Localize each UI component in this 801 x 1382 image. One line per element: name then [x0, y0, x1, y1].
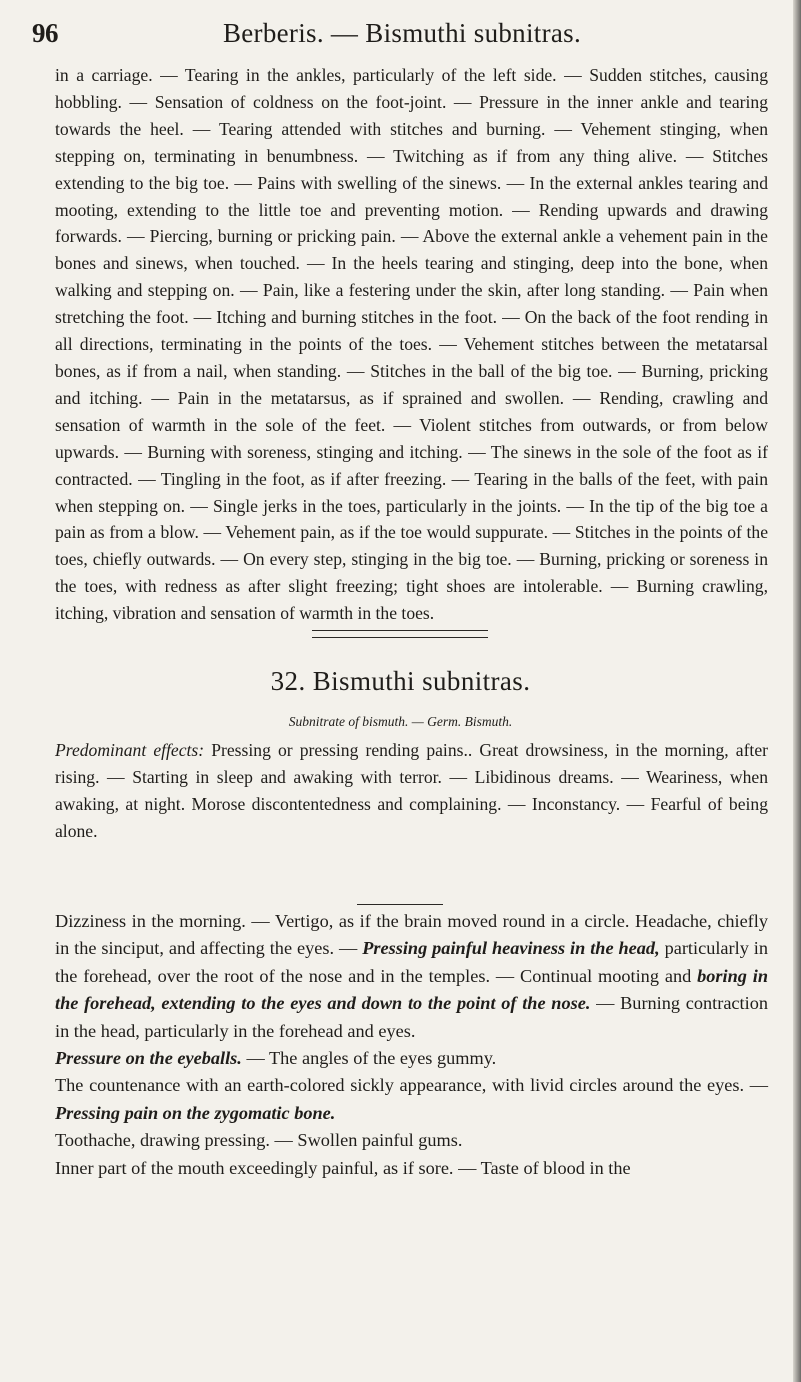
eyes-text: — The angles of the eyes gummy. [241, 1048, 497, 1069]
eyes-paragraph [55, 1045, 768, 1072]
section-divider [312, 630, 488, 638]
berberis-continued-paragraph: in a carriage. — Tearing in the ankles, particularly of the left side. — Sudden stitches, causing hobbling. — Sensation of coldness on the foot-joint. — Pressure in the inner ankle and tearing towards the heel. — Tearing attended with stitches and burning. — Vehement stinging, when stepping on, terminating in benumbness. — Twitching as if from any thing alive. — Stitches extending to the big toe. — Pains with swelling of the sinews. — In the external ankles tearing and mooting, extending to the little toe and preventing motion. — Rending upwards and drawing forwards. — Piercing, burning or pricking pain. — Above the external ankle a vehement pain in the bones and sinews, when touched. — In the heels tearing and stinging, deep into the bone, when walking and stepping on. — Pain, like a festering under the skin, after long standing. — Pain when stretching the foot. — Itching and burning stitches in the foot. — On the back of the foot rending in all directions, terminating in the points of the toes. — Vehement stitches between the metatarsal bones, as if from a nail, when standing. — Stitches in the ball of the big toe. — Burning, pricking and itching. — Pain in the metatarsus, as if sprained and swollen. — Rending, crawling and sensation of warmth in the sole of the feet. — Violent stitches from outwards, or from below upwards. — Burning with soreness, stinging and itching. — The sinews in the sole of the foot as if contracted. — Tingling in the foot, as if after freezing. — Tearing in the balls of the feet, with pain when stepping on. — Single jerks in the toes, particularly in the joints. — In the tip of the big toe a pain as from a blow. — Vehement pain, as if the toe would suppurate. — Stitches in the points of the toes, chiefly outwards. — On every step, stinging in the big toe. — Burning, pricking or soreness in the toes, with redness as after slight freezing; tight shoes are intolerable. — Burning crawling, itching, vibration and sensation of warmth in the toes. [55, 65, 768, 624]
predominant-effects-text: Pressing or pressing rending pains.. Great drowsiness, in the morning, after rising. — Starting in sleep and awaking with terror. — Libidinous dreams. — Weariness, when awaking, at night. Morose discontentedness and complaining. — Inconstancy. — Fearful of being alone. [55, 740, 768, 841]
page-number: 96 [32, 18, 58, 48]
face-paragraph [55, 1072, 768, 1127]
teeth-paragraph: Toothache, drawing pressing. — Swollen painful gums. [55, 1130, 463, 1151]
predominant-effects-paragraph [55, 737, 768, 845]
mouth-paragraph: Inner part of the mouth exceedingly painful, as if sore. — Taste of blood in the [55, 1157, 631, 1178]
short-divider [357, 904, 443, 905]
head-emphasis-2: boring in the forehead, extending to the eyes and down to the point of the nose. [55, 965, 768, 1014]
berberis-feet-symptoms [55, 62, 768, 627]
head-text-1: Dizziness in the morning. — Vertigo, as if the brain moved round in a circle. Headache, chiefly in the sinciput, and affecting the eyes. — [55, 911, 768, 959]
head-emphasis-1: Pressing painful heaviness in the head, [362, 938, 660, 959]
predominant-effects-block [55, 737, 768, 845]
page-header [32, 10, 772, 58]
face-text: The countenance with an earth-colored sickly appearance, with livid circles around the eyes. — [55, 1075, 768, 1096]
face-emphasis: Pressing pain on the zygomatic bone. [55, 1102, 336, 1123]
section-title: 32. Bismuthi subnitras. [270, 666, 531, 696]
eyes-emphasis: Pressure on the eyeballs. [55, 1048, 242, 1069]
running-head: Berberis. — Bismuthi subnitras. [222, 18, 582, 48]
head-symptoms-block [55, 908, 768, 1182]
head-text-3: — Burning contraction in the head, particularly in the forehead and eyes. [55, 993, 768, 1041]
head-paragraph [55, 908, 768, 1045]
head-text-2: particularly in the forehead, over the root of the nose and in the temples. — Continual mooting and [55, 938, 769, 986]
section-subtitle: Subnitrate of bismuth. — Germ. Bismuth. [288, 714, 513, 729]
predominant-effects-label: Predominant effects: [55, 740, 205, 760]
